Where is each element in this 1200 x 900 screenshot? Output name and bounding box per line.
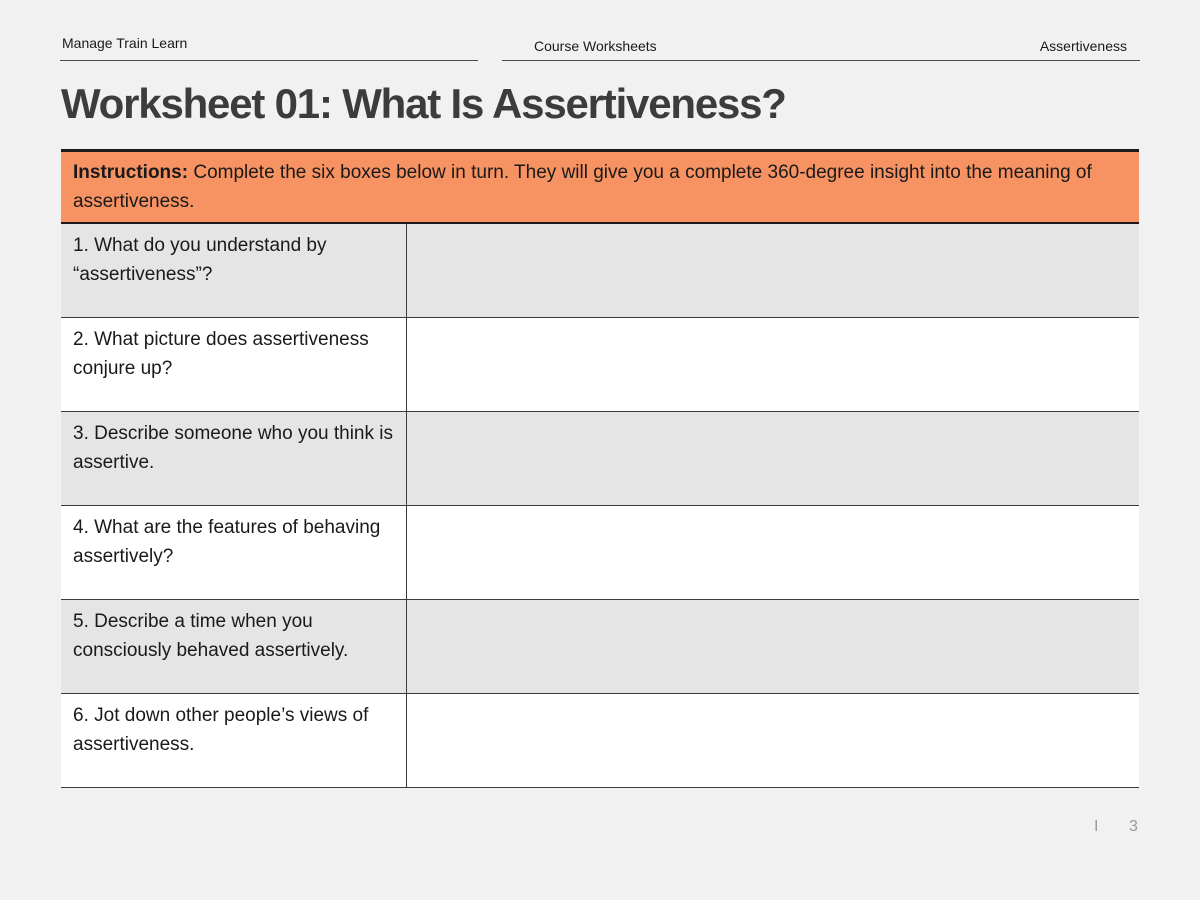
answer-box-6[interactable] bbox=[407, 694, 1139, 787]
header-left-text: Manage Train Learn bbox=[62, 35, 188, 51]
instructions-text: Complete the six boxes below in turn. They will give you a complete 360-degree insight into the meaning of assertiveness. bbox=[73, 162, 1092, 212]
answer-box-4[interactable] bbox=[407, 506, 1139, 599]
question-row-6 bbox=[61, 694, 1139, 788]
instructions-label: Instructions: bbox=[73, 162, 189, 183]
question-row-3 bbox=[61, 412, 1139, 506]
page-title: Worksheet 01: What Is Assertiveness? bbox=[61, 80, 786, 127]
question-row-4 bbox=[61, 506, 1139, 600]
instructions-box bbox=[61, 149, 1139, 224]
question-text-5: 5. Describe a time when you consciously behaved assertively. bbox=[61, 600, 407, 693]
header-right-rule bbox=[502, 60, 1140, 61]
header-right-text: Assertiveness bbox=[1039, 38, 1127, 54]
question-row-5 bbox=[61, 600, 1139, 694]
question-text-1: 1. What do you understand by “assertiveness”? bbox=[61, 224, 407, 317]
answer-box-2[interactable] bbox=[407, 318, 1139, 411]
answer-box-5[interactable] bbox=[407, 600, 1139, 693]
page-number: 3 bbox=[1129, 818, 1138, 835]
page-separator: I bbox=[1094, 818, 1099, 835]
question-text-6: 6. Jot down other people’s views of assertiveness. bbox=[61, 694, 407, 787]
question-row-2 bbox=[61, 318, 1139, 412]
question-text-3: 3. Describe someone who you think is assertive. bbox=[61, 412, 407, 505]
answer-box-1[interactable] bbox=[407, 224, 1139, 317]
header-center-text: Course Worksheets bbox=[534, 38, 657, 54]
worksheet-table bbox=[61, 149, 1139, 788]
answer-box-3[interactable] bbox=[407, 412, 1139, 505]
question-row-1 bbox=[61, 224, 1139, 318]
question-text-4: 4. What are the features of behaving assertively? bbox=[61, 506, 407, 599]
header-left-rule bbox=[60, 60, 478, 61]
question-text-2: 2. What picture does assertiveness conjure up? bbox=[61, 318, 407, 411]
